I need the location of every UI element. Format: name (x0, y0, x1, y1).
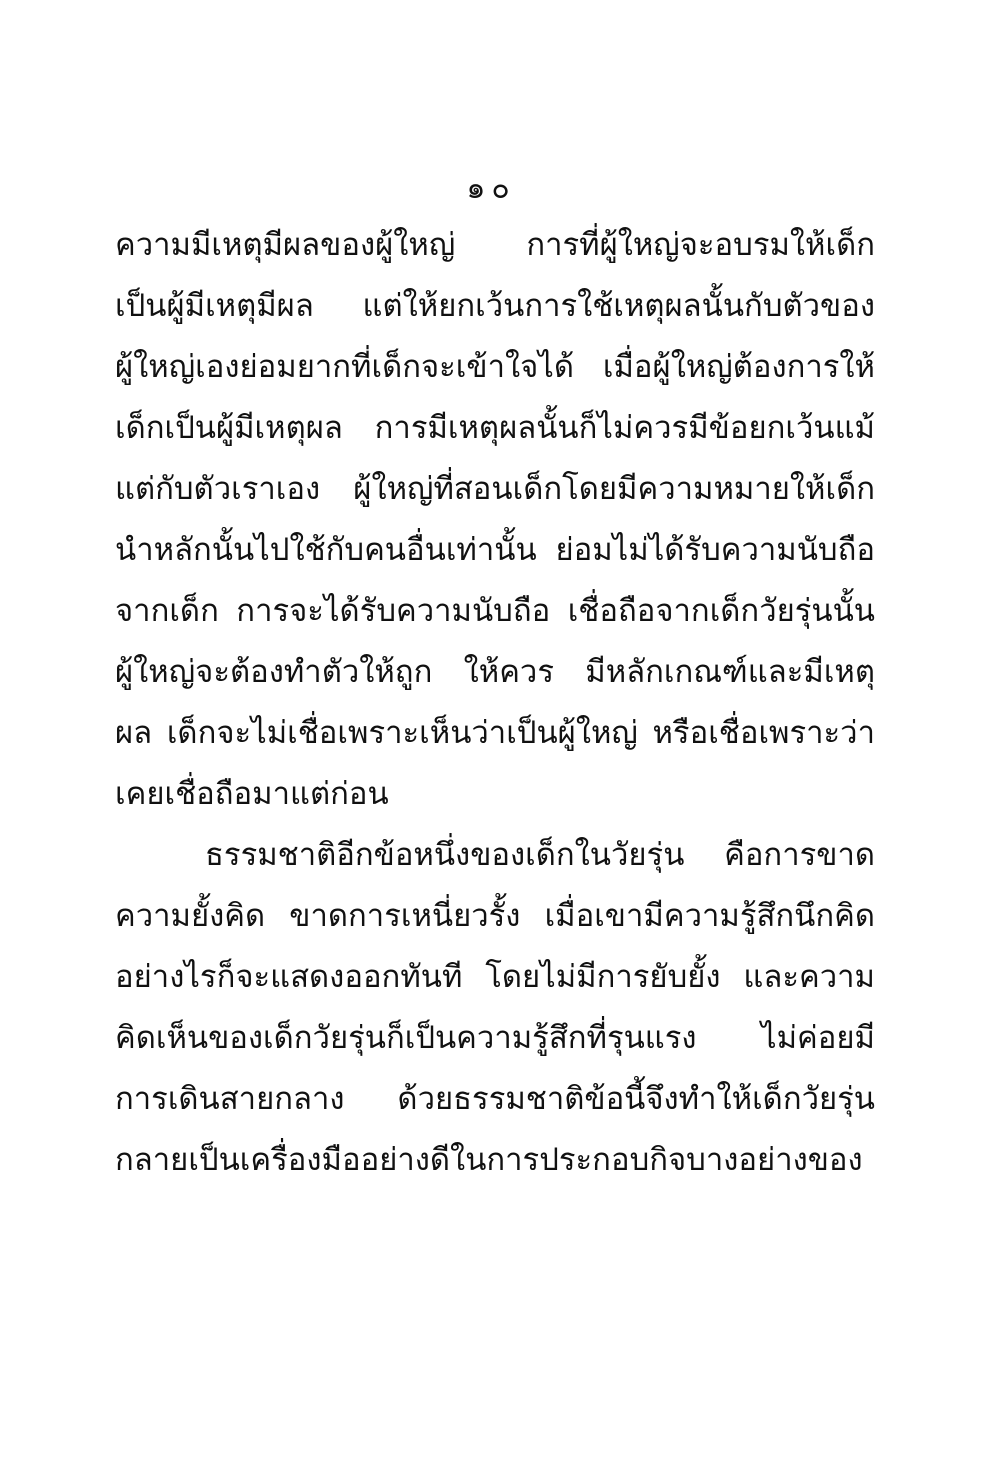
text-line: คิดเห็นของเด็กวัยรุ่นก็เป็นความรู้สึกที่รุนแรง ไม่ค่อยมี (115, 1020, 875, 1056)
text-line: ผล เด็กจะไม่เชื่อเพราะเห็นว่าเป็นผู้ใหญ่ หรือเชื่อเพราะว่า (115, 715, 875, 751)
text-line: แต่กับตัวเราเอง ผู้ใหญ่ที่สอนเด็กโดยมีความหมายให้เด็ก (115, 471, 875, 507)
text-line: กลายเป็นเครื่องมืออย่างดีในการประกอบกิจบางอย่างของ (115, 1142, 863, 1178)
text-line: อย่างไรก็จะแสดงออกทันที โดยไม่มีการยับยั้ง และความ (115, 959, 875, 995)
text-line: ความยั้งคิด ขาดการเหนี่ยวรั้ง เมื่อเขามีความรู้สึกนึกคิด (115, 898, 875, 934)
text-line: ผู้ใหญ่เองย่อมยากที่เด็กจะเข้าใจได้ เมื่อผู้ใหญ่ต้องการให้ (115, 349, 875, 385)
text-line: นำหลักนั้นไปใช้กับคนอื่นเท่านั้น ย่อมไม่ได้รับความนับถือ (115, 532, 875, 568)
body-text (115, 215, 875, 1191)
paragraph-first-line: ธรรมชาติอีกข้อหนึ่งของเด็กในวัยรุ่น คือการขาด (205, 837, 875, 873)
page-number: ๑๐ (466, 171, 516, 206)
text-line: เคยเชื่อถือมาแต่ก่อน (115, 776, 389, 812)
text-line: การเดินสายกลาง ด้วยธรรมชาติข้อนี้จึงทำให้เด็กวัยรุ่น (115, 1081, 875, 1117)
text-line: เด็กเป็นผู้มีเหตุผล การมีเหตุผลนั้นก็ไม่ควรมีข้อยกเว้นแม้ (115, 410, 875, 446)
text-line: จากเด็ก การจะได้รับความนับถือ เชื่อถือจากเด็กวัยรุ่นนั้น (115, 593, 875, 629)
text-line: ความมีเหตุมีผลของผู้ใหญ่ การที่ผู้ใหญ่จะอบรมให้เด็ก (115, 227, 875, 263)
text-line: ผู้ใหญ่จะต้องทำตัวให้ถูก ให้ควร มีหลักเกณฑ์และมีเหตุ (115, 654, 875, 690)
text-line: เป็นผู้มีเหตุมีผล แต่ให้ยกเว้นการใช้เหตุผลนั้นกับตัวของ (115, 288, 875, 324)
